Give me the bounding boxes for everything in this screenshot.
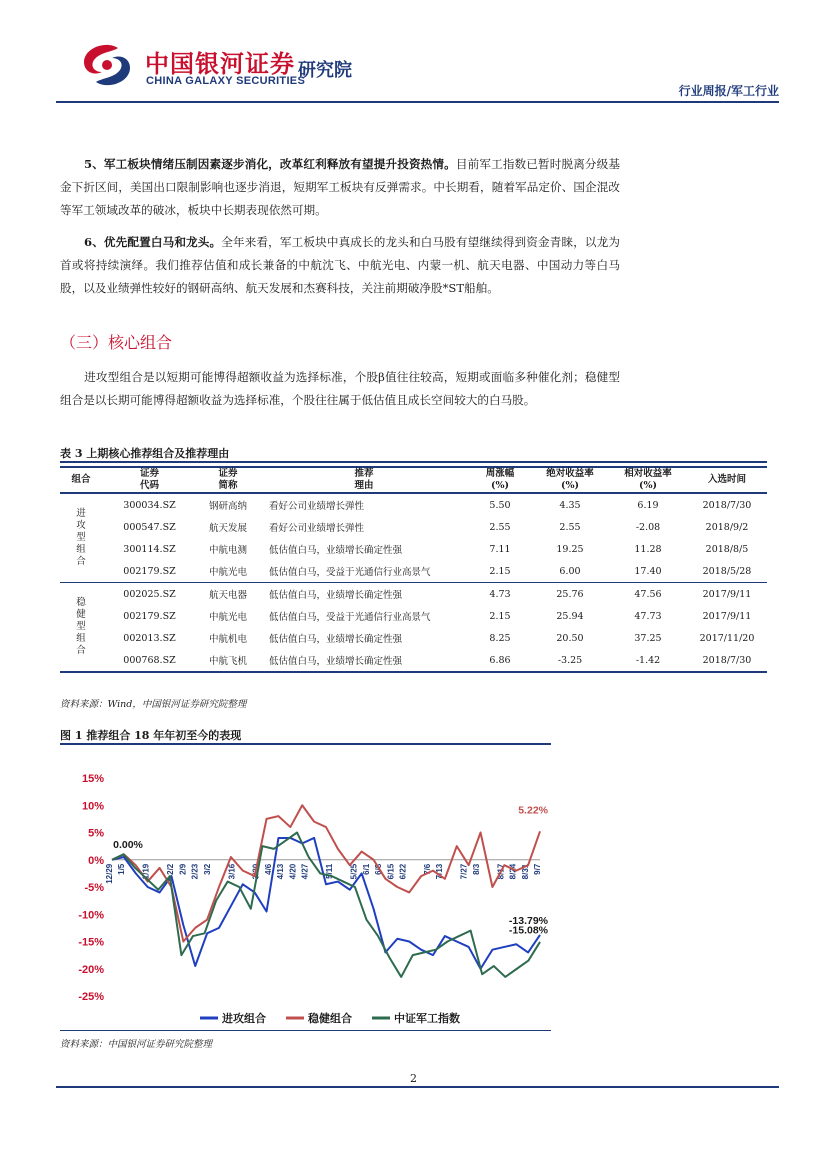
y-tick-label: -25% xyxy=(78,991,104,1003)
cell-code: 002179.SZ xyxy=(123,610,176,622)
cell-date: 2018/8/5 xyxy=(705,543,749,555)
x-tick-label: 5/11 xyxy=(325,863,335,879)
col-code: 证券 代码 xyxy=(102,467,197,492)
section-title: （三）核心组合 xyxy=(60,333,173,352)
table-row xyxy=(60,627,767,649)
start-label: 0.00% xyxy=(113,838,143,851)
x-tick-label: 7/27 xyxy=(459,863,469,880)
x-tick-label: 7/13 xyxy=(435,863,445,880)
figure-source: 资料来源：中国银河证券研究院整理 xyxy=(60,1039,213,1050)
x-tick-label: 2/9 xyxy=(178,863,188,875)
paragraph-5 xyxy=(60,153,620,222)
cell-name: 航天电器 xyxy=(208,590,247,601)
paragraph-6-text: 全年来看，军工板块中真成长的龙头和白马股有望继续得到资金青睐，以龙为首或将持续演绎。我们推荐估值和成长兼备的中航沈飞、中航光电、内蒙一机、航天电器、中国动力等白马股，以及业绩弹性较好的钢研高纳、航天发展和杰赛科技，关注前期破净股*ST船舶。 xyxy=(60,235,620,295)
figure-caption-rule xyxy=(60,743,551,745)
cell-date: 2018/7/30 xyxy=(687,649,767,672)
cell-weekly: 2.15 xyxy=(489,610,511,622)
figure-bottom-rule xyxy=(60,1030,551,1031)
cell-rel: 37.25 xyxy=(634,632,662,644)
x-tick-label: 8/3 xyxy=(471,863,481,875)
footer-divider xyxy=(56,1086,779,1088)
x-tick-label: 9/7 xyxy=(533,863,542,875)
cell-reason: 低估值白马，业绩增长确定性强 xyxy=(269,590,403,601)
table-row xyxy=(60,605,767,627)
cell-date: 2017/11/20 xyxy=(699,632,755,644)
cell-code: 300114.SZ xyxy=(123,543,176,555)
cell-reason: 低估值白马，受益于光通信行业高景气 xyxy=(259,560,469,583)
x-tick-label: 12/29 xyxy=(105,863,114,884)
legend-label-1: 稳健组合 xyxy=(308,1013,352,1025)
paragraph-6-lead: 6、优先配置白马和龙头。 xyxy=(84,235,222,249)
col-abs: 绝对收益率 (%) xyxy=(531,467,609,492)
brand-name-en: CHINA GALAXY SECURITIES xyxy=(146,75,306,87)
table-row xyxy=(60,560,767,583)
y-tick-label: -5% xyxy=(84,882,104,894)
table-row xyxy=(60,649,767,672)
performance-line-chart xyxy=(60,748,551,1030)
cell-name: 中航飞机 xyxy=(197,649,259,672)
cell-reason: 看好公司业绩增长弹性 xyxy=(269,501,365,512)
y-tick-label: 10% xyxy=(81,800,104,813)
table-row xyxy=(60,583,767,606)
cell-rel: 47.73 xyxy=(634,610,662,622)
col-name: 证券 简称 xyxy=(197,467,259,492)
col-rel: 相对收益率 (%) xyxy=(609,467,687,492)
cell-code: 300034.SZ xyxy=(123,499,176,511)
group-label-steady: 稳健型组合 xyxy=(60,583,102,673)
cell-date: 2018/7/30 xyxy=(702,499,752,511)
y-tick-label: -15% xyxy=(78,936,104,949)
x-tick-label: 3/16 xyxy=(227,863,237,880)
legend-label-0: 进攻组合 xyxy=(222,1013,266,1025)
col-date: 入选时间 xyxy=(687,467,767,492)
x-tick-label: 3/30 xyxy=(251,863,261,880)
x-tick-label: 6/1 xyxy=(361,863,371,875)
x-tick-label: 2/23 xyxy=(190,863,200,880)
x-tick-label: 4/27 xyxy=(300,863,310,880)
cell-date: 2018/5/28 xyxy=(687,560,767,583)
paragraph-core xyxy=(60,366,620,412)
table-caption: 表 3 上期核心推荐组合及推荐理由 xyxy=(60,447,230,460)
cell-abs: -3.25 xyxy=(531,649,609,672)
y-tick-label: 5% xyxy=(88,827,104,840)
table-caption-rule xyxy=(60,461,767,463)
end-label-aggressive: -13.79% xyxy=(508,915,548,928)
cell-rel: -2.08 xyxy=(635,521,661,533)
cell-reason: 低估值白马，受益于光通信行业高景气 xyxy=(269,612,431,623)
x-tick-label: 6/22 xyxy=(398,863,408,880)
y-tick-label: 0% xyxy=(88,854,104,867)
x-tick-label: 8/24 xyxy=(508,863,518,880)
header-divider xyxy=(56,101,779,103)
table-row xyxy=(60,493,767,516)
cell-name: 中航机电 xyxy=(208,634,247,645)
end-label-index: -15.08% xyxy=(508,924,548,937)
galaxy-logo-icon xyxy=(78,42,136,88)
cell-weekly: 2.55 xyxy=(489,521,511,533)
y-tick-label: -20% xyxy=(78,963,104,976)
recommendation-table xyxy=(60,466,767,673)
cell-weekly: 2.15 xyxy=(469,560,531,583)
cell-abs: 4.35 xyxy=(559,499,581,511)
cell-name: 航天发展 xyxy=(208,523,247,534)
cell-weekly: 5.50 xyxy=(489,499,511,511)
x-tick-label: 3/2 xyxy=(202,863,212,875)
cell-rel: 6.19 xyxy=(637,499,659,511)
group-label-aggressive: 进攻型组合 xyxy=(60,493,102,583)
col-group: 组合 xyxy=(60,467,102,492)
cell-rel: 17.40 xyxy=(609,560,687,583)
cell-abs: 25.94 xyxy=(556,610,584,622)
cell-code: 002179.SZ xyxy=(102,560,197,583)
cell-rel: 11.28 xyxy=(634,543,662,555)
x-tick-label: 8/31 xyxy=(520,863,530,880)
cell-code: 002025.SZ xyxy=(123,588,176,600)
y-tick-label: 15% xyxy=(81,773,104,785)
y-tick-label: -10% xyxy=(78,909,104,922)
brand-institute: 研究院 xyxy=(298,60,352,81)
report-tag: 行业周报/军工行业 xyxy=(678,84,779,98)
x-tick-label: 1/19 xyxy=(141,863,151,880)
x-tick-label: 4/13 xyxy=(276,863,286,880)
cell-date: 2017/9/11 xyxy=(702,588,752,600)
table-row xyxy=(60,516,767,538)
cell-date: 2017/9/11 xyxy=(702,610,752,622)
cell-reason: 低估值白马，业绩增长确定性强 xyxy=(259,649,469,672)
cell-name: 中航光电 xyxy=(197,560,259,583)
cell-rel: 47.56 xyxy=(634,588,662,600)
cell-code: 000547.SZ xyxy=(123,521,176,533)
cell-name: 钢研高纳 xyxy=(208,501,247,512)
x-tick-label: 8/17 xyxy=(496,863,506,880)
x-tick-label: 6/8 xyxy=(374,863,384,875)
col-reason: 推荐 理由 xyxy=(259,467,469,492)
cell-code: 000768.SZ xyxy=(102,649,197,672)
paragraph-5-text: 目前军工指数已暂时脱离分级基金下折区间，美国出口限制影响也逐步消退，短期军工板块有反弹需求。中长期看，随着军品定价、国企混改等军工领域改革的破冰，板块中长期表现依然可期。 xyxy=(60,157,620,217)
page-number: 2 xyxy=(410,1072,417,1085)
cell-abs: 25.76 xyxy=(556,588,584,600)
x-tick-label: 4/20 xyxy=(288,863,298,880)
cell-reason: 低估值白马，业绩增长确定性强 xyxy=(269,634,403,645)
table-row xyxy=(60,538,767,560)
brand-name-cn: 中国银河证券 xyxy=(145,50,295,78)
x-tick-label: 4/6 xyxy=(263,863,273,875)
x-tick-label: 1/5 xyxy=(117,863,127,875)
cell-weekly: 4.73 xyxy=(489,588,511,600)
cell-abs: 6.00 xyxy=(531,560,609,583)
paragraph-5-lead: 5、军工板块情绪压制因素逐步消化，改革红利释放有望提升投资热情。 xyxy=(84,157,456,171)
cell-reason: 看好公司业绩增长弹性 xyxy=(269,523,365,534)
end-label-steady: 5.22% xyxy=(518,804,548,817)
figure-caption: 图 1 推荐组合 18 年年初至今的表现 xyxy=(60,729,242,742)
x-tick-label: 5/25 xyxy=(349,863,359,880)
x-tick-label: 2/2 xyxy=(166,863,176,875)
col-weekly: 周涨幅 (%) xyxy=(469,467,531,492)
x-tick-label: 6/15 xyxy=(386,863,396,880)
cell-abs: 19.25 xyxy=(556,543,584,555)
cell-date: 2018/9/2 xyxy=(705,521,749,533)
cell-abs: 2.55 xyxy=(559,521,581,533)
cell-weekly: 8.25 xyxy=(489,632,511,644)
x-tick-label: 7/6 xyxy=(422,863,432,875)
cell-weekly: 6.86 xyxy=(469,649,531,672)
table-source: 资料来源：Wind，中国银河证券研究院整理 xyxy=(60,699,247,710)
cell-reason: 低估值白马，业绩增长确定性强 xyxy=(269,545,403,556)
legend-label-2: 中证军工指数 xyxy=(394,1013,460,1025)
cell-rel: -1.42 xyxy=(609,649,687,672)
cell-abs: 20.50 xyxy=(556,632,584,644)
cell-weekly: 7.11 xyxy=(489,543,511,555)
cell-code: 002013.SZ xyxy=(123,632,176,644)
paragraph-core-text: 进攻型组合是以短期可能博得超额收益为选择标准，个股β值往往较高，短期或面临多种催化剂；稳健型组合是以长期可能博得超额收益为选择标准，个股往往属于低估值且成长空间较大的白马股。 xyxy=(60,370,620,407)
cell-name: 中航电测 xyxy=(208,545,247,556)
table-header-row xyxy=(60,467,767,492)
paragraph-6 xyxy=(60,231,620,300)
cell-name: 中航光电 xyxy=(208,612,247,623)
